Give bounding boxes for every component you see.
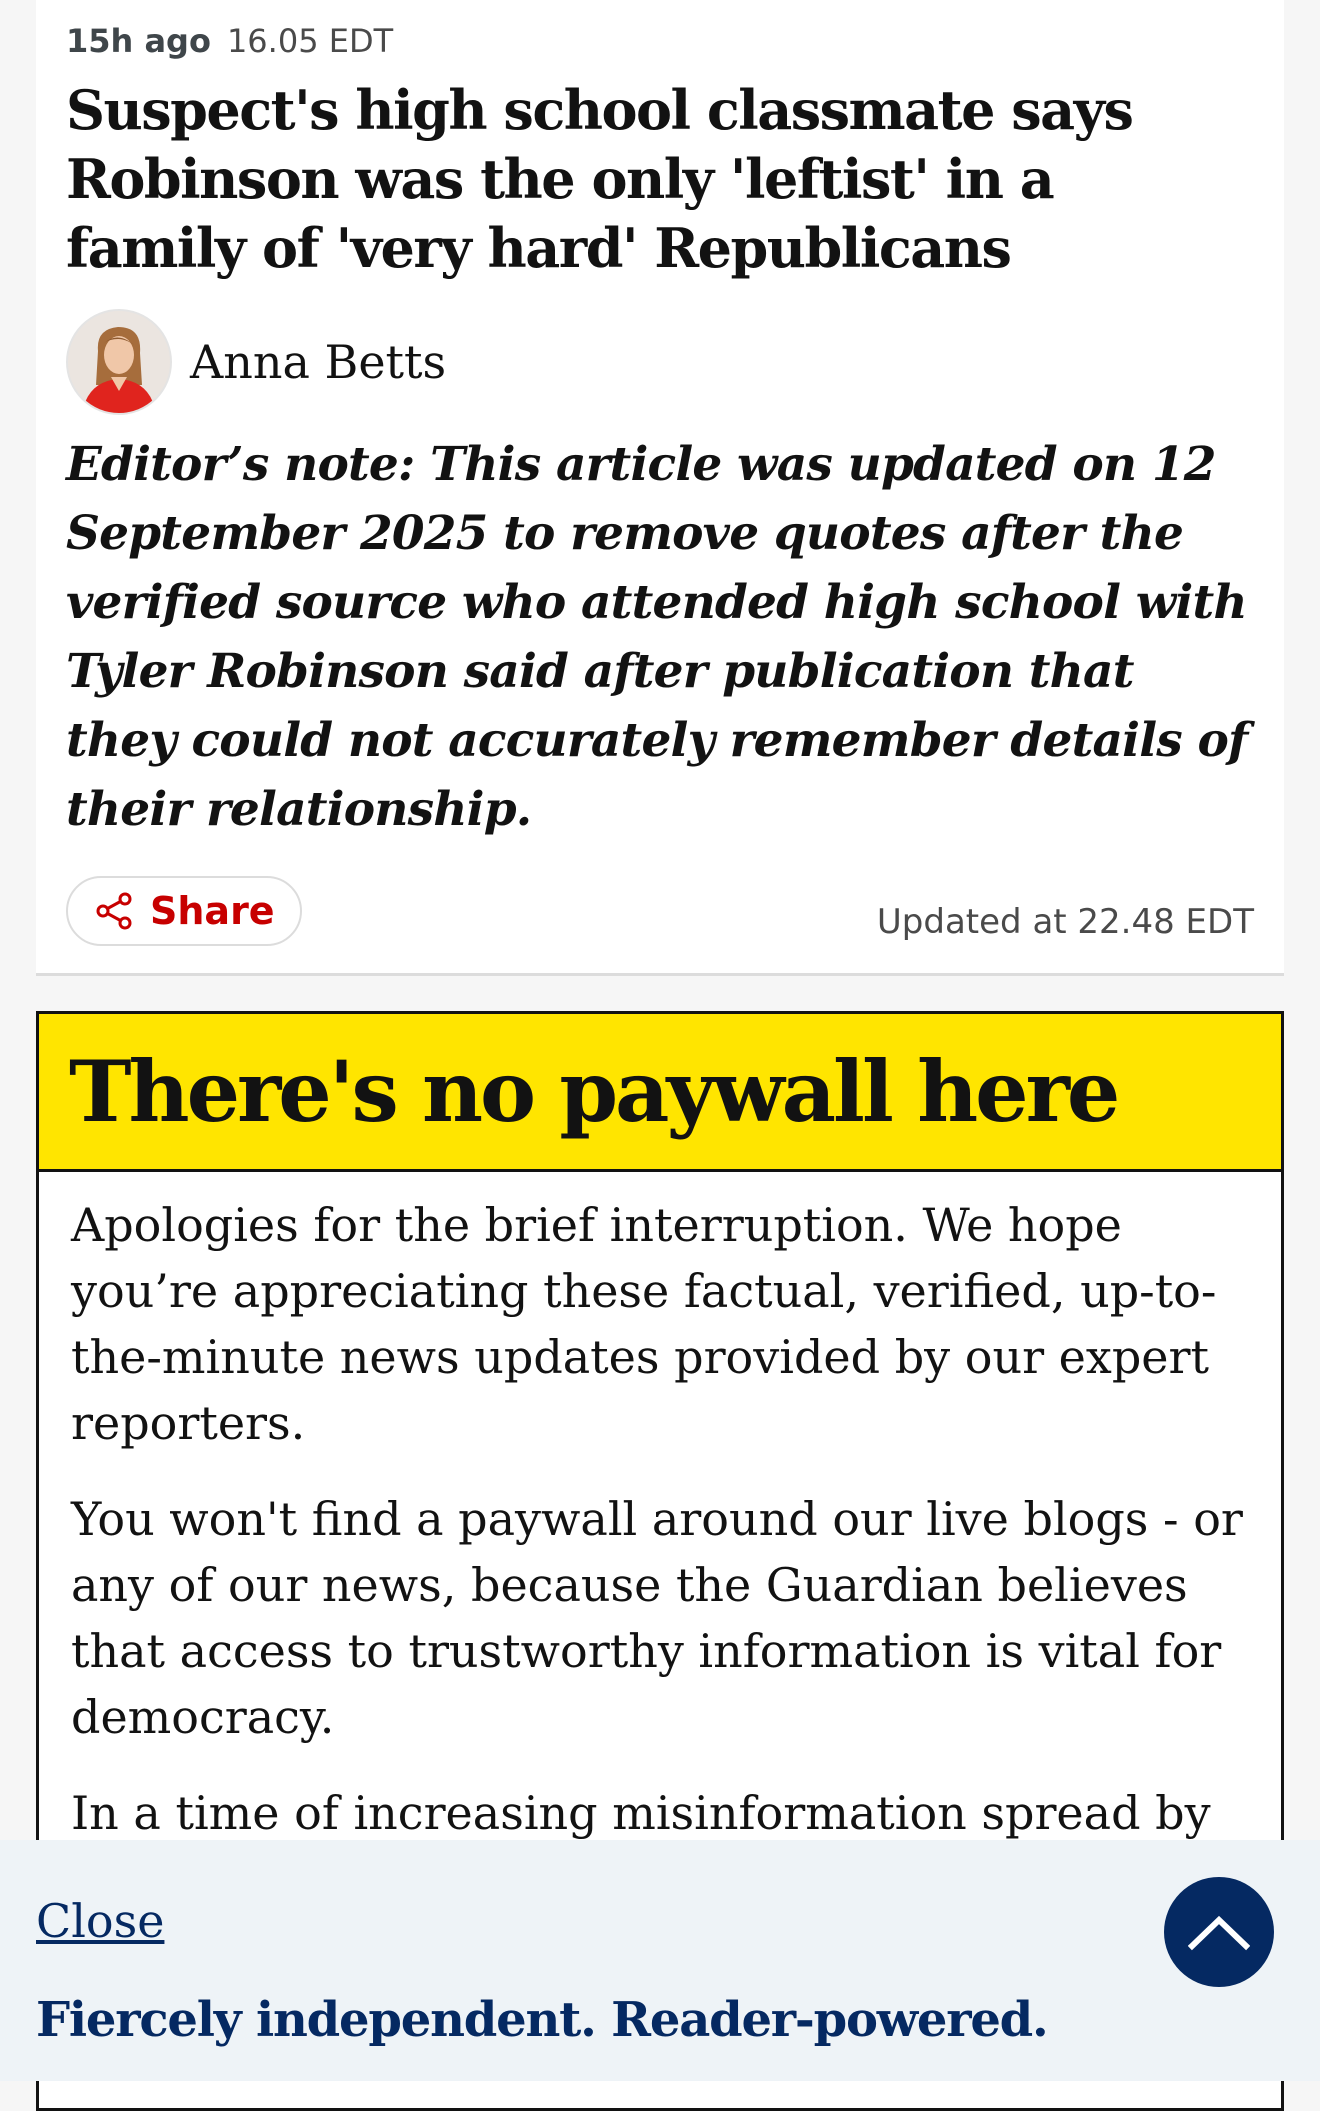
author-name[interactable]: Anna Betts: [190, 335, 447, 389]
updated-timestamp: Updated at 22.48 EDT: [876, 902, 1254, 942]
share-icon: [94, 891, 134, 931]
epic-paragraph: You won't find a paywall around our live blogs - or any of our news, because the Guardian believes that access to trustworthy information is vital for democracy.: [71, 1492, 1243, 1744]
time-ago[interactable]: 15h ago: [66, 22, 211, 60]
share-label: Share: [150, 889, 275, 933]
share-button[interactable]: [66, 876, 302, 946]
scroll-up-button[interactable]: [1164, 1877, 1274, 1987]
epic-body: [71, 1192, 1251, 1876]
epic-header: [39, 1014, 1281, 1172]
post-timestamp: 16.05 EDT: [226, 22, 394, 60]
author-portrait: [68, 311, 170, 413]
live-blog-post: [36, 0, 1284, 976]
post-meta: [66, 22, 393, 60]
epic-paragraph: Apologies for the brief interruption. We hope you’re appreciating these factual, verified, up-to-the-minute news updates provided by our expert reporters.: [71, 1198, 1217, 1450]
editors-note: Editor’s note: This article was updated on 12 September 2025 to remove quotes after the verified source who attended high school with Tyler Robinson said after publication that they could not accurately remember details of their relationship.: [66, 437, 1248, 837]
epic-paragraph: In a time of increasing misinformation spread by: [71, 1786, 1211, 1840]
support-banner: [0, 1840, 1320, 2081]
epic-title: There's no paywall here: [69, 1042, 1118, 1141]
banner-tagline: Fiercely independent. Reader-powered.: [36, 1992, 1048, 2048]
close-link[interactable]: Close: [36, 1894, 165, 1948]
post-headline: Suspect's high school classmate says Robinson was the only 'leftist' in a family of 'very hard' Republicans: [66, 78, 1133, 280]
chevron-up-icon: [1188, 1912, 1250, 1952]
author-byline[interactable]: [66, 308, 446, 416]
avatar: [66, 309, 172, 415]
